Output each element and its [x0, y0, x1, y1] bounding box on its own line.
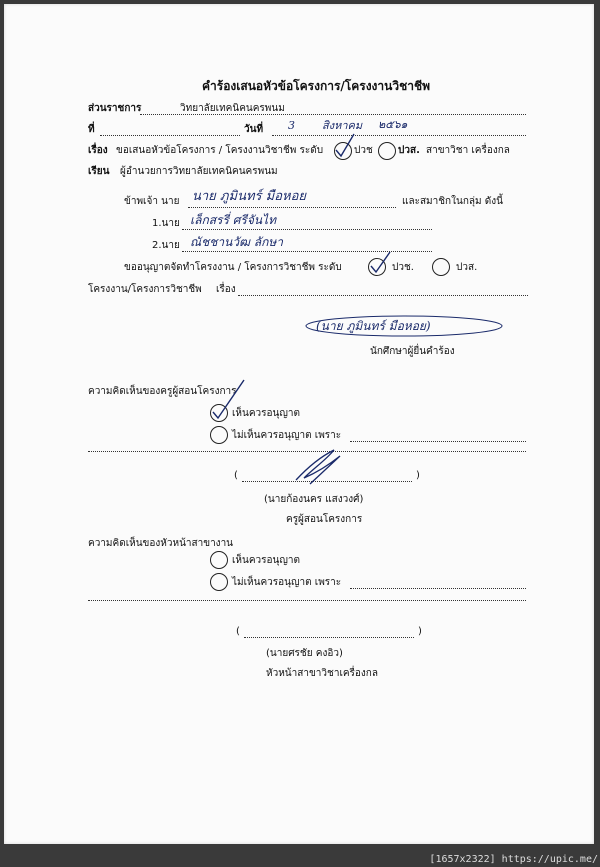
date-day: 3: [288, 119, 295, 132]
request-text: ขออนุญาตจัดทำโครงงาน / โครงการวิชาชีพ ระดับ: [124, 262, 342, 273]
to-value: ผู้อำนวยการวิทยาลัยเทคนิคนครพนม: [120, 166, 278, 177]
advisor-reason-line-2: [88, 451, 526, 452]
head-approve-label: เห็นควรอนุญาต: [232, 555, 300, 566]
subject-text: ขอเสนอหัวข้อโครงการ / โครงงานวิชาชีพ ระดับ: [116, 145, 324, 156]
advisor-approve-label: เห็นควรอนุญาต: [232, 408, 300, 419]
advisor-opinion-label: ความคิดเห็นของครูผู้สอนโครงการ: [88, 386, 237, 397]
subject-pws-label: ปวส.: [398, 145, 420, 156]
head-role: หัวหน้าสาขาวิชาเครื่องกล: [266, 668, 378, 679]
date-label: วันที่: [244, 124, 264, 135]
subject-pwch-checkbox[interactable]: [334, 142, 352, 160]
subject-dept: สาขาวิชา เครื่องกล: [426, 145, 510, 156]
project-subject-label: เรื่อง: [216, 284, 236, 295]
request-pwch-checkbox[interactable]: [368, 258, 386, 276]
head-name: (นายศรชัย คงอิว): [266, 648, 343, 659]
head-approve-checkbox[interactable]: [210, 551, 228, 569]
agency-label: ส่วนราชการ: [88, 103, 142, 114]
date-month: สิงหาคม: [322, 119, 363, 132]
head-reason-line-2: [88, 600, 526, 601]
student-signature: (นาย ภูมินทร์ มือหอย): [316, 319, 431, 333]
advisor-close-paren: ): [416, 470, 420, 481]
request-pws-label: ปวส.: [456, 262, 478, 273]
project-dotted-line: [238, 295, 528, 296]
date-year: ๒๕๖๑: [378, 118, 408, 131]
applicant-dotted-line: [188, 207, 396, 208]
member2-dotted-line: [182, 251, 432, 252]
ref-dotted-line: [100, 135, 240, 136]
request-pws-checkbox[interactable]: [432, 258, 450, 276]
head-reject-checkbox[interactable]: [210, 573, 228, 591]
applicant-label: ข้าพเจ้า นาย: [124, 196, 180, 207]
applicant-name: นาย ภูมินทร์ มือหอย: [192, 189, 307, 204]
head-reason-line: [350, 588, 526, 589]
member2-label: 2.นาย: [152, 240, 180, 251]
head-signature-line: [244, 637, 414, 638]
subject-label: เรื่อง: [88, 145, 108, 156]
head-opinion-label: ความคิดเห็นของหัวหน้าสาขางาน: [88, 538, 234, 549]
head-close-paren: ): [418, 626, 422, 637]
date-dotted-line: [272, 135, 526, 136]
head-open-paren: (: [236, 626, 240, 637]
signature-scribble-icon: [296, 450, 340, 484]
footer-watermark: [1657x2322] https://upic.me/: [429, 854, 598, 865]
members-suffix: และสมาชิกในกลุ่ม ดังนี้: [402, 196, 503, 207]
project-label: โครงงาน/โครงการวิชาชีพ: [88, 284, 202, 295]
page-title: คำร้องเสนอหัวข้อโครงการ/โครงงานวิชาชีพ: [202, 79, 431, 93]
advisor-open-paren: (: [234, 470, 238, 481]
advisor-role: ครูผู้สอนโครงการ: [286, 514, 363, 525]
member1-dotted-line: [182, 229, 432, 230]
subject-pwch-label: ปวช: [354, 145, 373, 156]
member2-name: ณัชชานวัฒ ลักษา: [190, 235, 284, 249]
advisor-name: (นายก้องนคร แสงวงศ์): [264, 494, 364, 505]
head-reject-label: ไม่เห็นควรอนุญาต เพราะ: [232, 577, 342, 588]
ref-label: ที่: [88, 124, 95, 135]
request-pwch-label: ปวช.: [392, 262, 414, 273]
member1-label: 1.นาย: [152, 218, 180, 229]
student-role: นักศึกษาผู้ยื่นคำร้อง: [370, 346, 455, 357]
advisor-reason-line: [350, 441, 526, 442]
document-page: [4, 4, 594, 844]
to-label: เรียน: [88, 166, 110, 177]
advisor-approve-checkbox[interactable]: [210, 404, 228, 422]
advisor-reject-label: ไม่เห็นควรอนุญาต เพราะ: [232, 430, 342, 441]
agency-value: วิทยาลัยเทคนิคนครพนม: [180, 103, 285, 114]
advisor-reject-checkbox[interactable]: [210, 426, 228, 444]
subject-pws-checkbox[interactable]: [378, 142, 396, 160]
member1-name: เล็กสรรี่ ศรีจันไท: [190, 213, 276, 227]
advisor-signature-line: [242, 481, 412, 482]
